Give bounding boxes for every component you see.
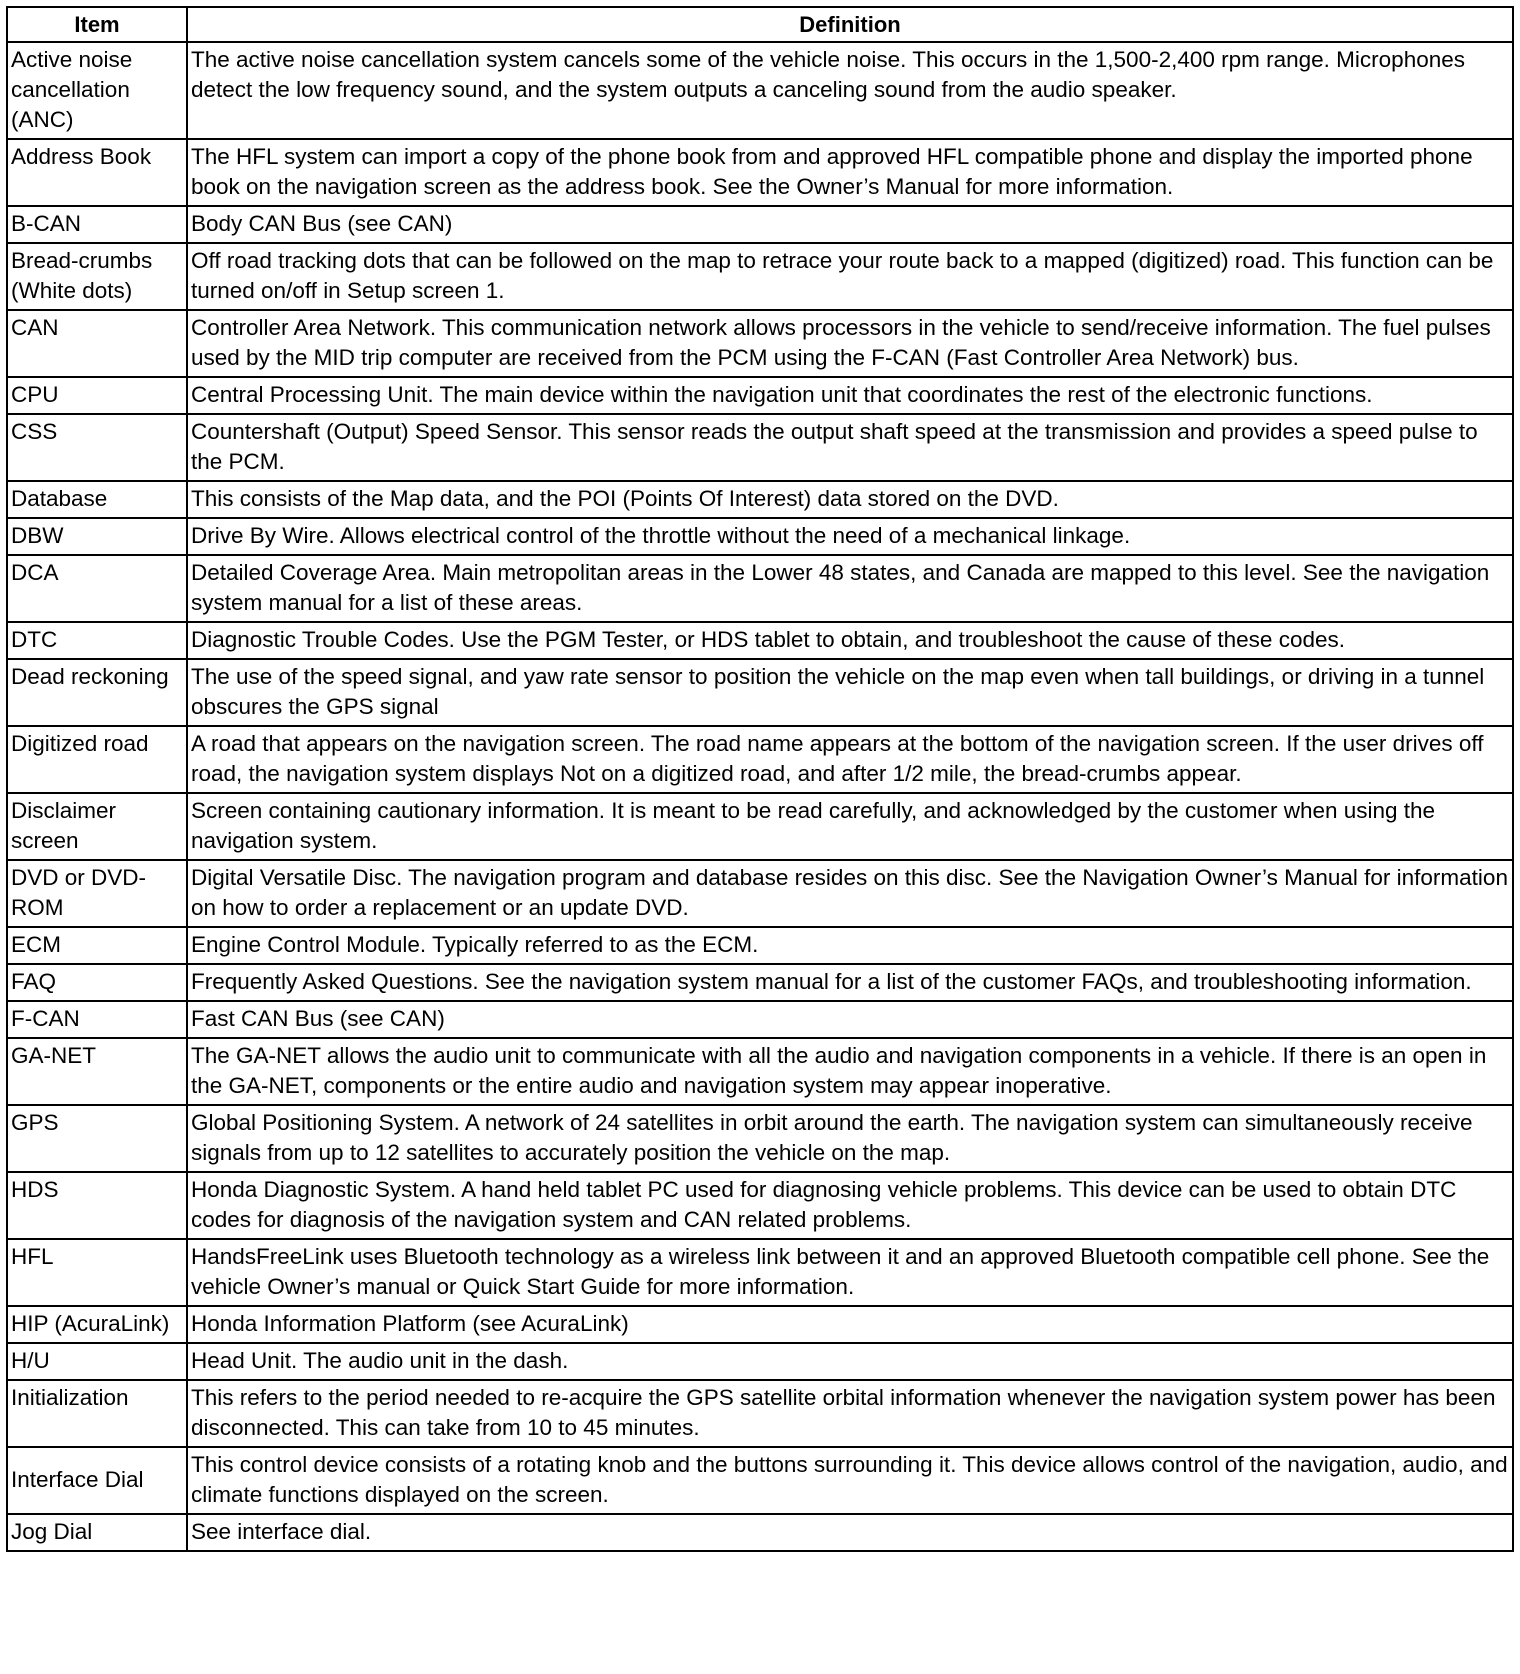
term-cell: Database xyxy=(7,481,187,518)
table-row xyxy=(7,1447,1513,1514)
definition-cell: Screen containing cautionary information. It is meant to be read carefully, and acknowledged by the customer when using the navigation system. xyxy=(187,793,1513,860)
table-row xyxy=(7,1514,1513,1551)
definition-cell: See interface dial. xyxy=(187,1514,1513,1551)
definition-cell: The use of the speed signal, and yaw rate sensor to position the vehicle on the map even when tall buildings, or driving in a tunnel obscures the GPS signal xyxy=(187,659,1513,726)
table-row xyxy=(7,622,1513,659)
definition-cell: The active noise cancellation system cancels some of the vehicle noise. This occurs in the 1,500-2,400 rpm range. Microphones detect the low frequency sound, and the system outputs a canceling sound from the audio speaker. xyxy=(187,42,1513,139)
definition-cell: Countershaft (Output) Speed Sensor. This sensor reads the output shaft speed at the transmission and provides a speed pulse to the PCM. xyxy=(187,414,1513,481)
term-cell: H/U xyxy=(7,1343,187,1380)
table-row xyxy=(7,414,1513,481)
term-cell: CAN xyxy=(7,310,187,377)
term-cell: F-CAN xyxy=(7,1001,187,1038)
definition-cell: Honda Diagnostic System. A hand held tablet PC used for diagnosing vehicle problems. This device can be used to obtain DTC codes for diagnosis of the navigation system and CAN related problems. xyxy=(187,1172,1513,1239)
glossary-table xyxy=(6,6,1514,1552)
table-row xyxy=(7,793,1513,860)
definition-cell: The HFL system can import a copy of the phone book from and approved HFL compatible phone and display the imported phone book on the navigation screen as the address book. See the Owner’s Manual for more information. xyxy=(187,139,1513,206)
header-row xyxy=(7,7,1513,42)
table-row xyxy=(7,964,1513,1001)
term-cell: Address Book xyxy=(7,139,187,206)
table-row xyxy=(7,1038,1513,1105)
term-cell: HDS xyxy=(7,1172,187,1239)
table-row xyxy=(7,860,1513,927)
term-cell: CSS xyxy=(7,414,187,481)
term-cell: Interface Dial xyxy=(7,1447,187,1514)
table-row xyxy=(7,726,1513,793)
table-row xyxy=(7,1105,1513,1172)
term-cell: Initialization xyxy=(7,1380,187,1447)
term-cell: DVD or DVD-ROM xyxy=(7,860,187,927)
term-cell: ECM xyxy=(7,927,187,964)
term-cell: Active noise cancellation (ANC) xyxy=(7,42,187,139)
column-header-definition: Definition xyxy=(187,7,1513,42)
glossary-body xyxy=(7,42,1513,1551)
term-cell: DBW xyxy=(7,518,187,555)
definition-cell: Frequently Asked Questions. See the navigation system manual for a list of the customer FAQs, and troubleshooting information. xyxy=(187,964,1513,1001)
definition-cell: Diagnostic Trouble Codes. Use the PGM Tester, or HDS tablet to obtain, and troubleshoot the cause of these codes. xyxy=(187,622,1513,659)
table-row xyxy=(7,377,1513,414)
table-row xyxy=(7,1172,1513,1239)
term-cell: GA-NET xyxy=(7,1038,187,1105)
table-row xyxy=(7,518,1513,555)
definition-cell: Central Processing Unit. The main device within the navigation unit that coordinates the rest of the electronic functions. xyxy=(187,377,1513,414)
term-cell: Dead reckoning xyxy=(7,659,187,726)
term-cell: FAQ xyxy=(7,964,187,1001)
definition-cell: Body CAN Bus (see CAN) xyxy=(187,206,1513,243)
term-cell: HIP (AcuraLink) xyxy=(7,1306,187,1343)
table-row xyxy=(7,42,1513,139)
column-header-item: Item xyxy=(7,7,187,42)
definition-cell: Off road tracking dots that can be followed on the map to retrace your route back to a mapped (digitized) road. This function can be turned on/off in Setup screen 1. xyxy=(187,243,1513,310)
term-cell: HFL xyxy=(7,1239,187,1306)
table-row xyxy=(7,1380,1513,1447)
table-row xyxy=(7,206,1513,243)
table-row xyxy=(7,1239,1513,1306)
table-row xyxy=(7,659,1513,726)
definition-cell: This control device consists of a rotating knob and the buttons surrounding it. This device allows control of the navigation, audio, and climate functions displayed on the screen. xyxy=(187,1447,1513,1514)
definition-cell: Drive By Wire. Allows electrical control of the throttle without the need of a mechanical linkage. xyxy=(187,518,1513,555)
term-cell: DCA xyxy=(7,555,187,622)
definition-cell: HandsFreeLink uses Bluetooth technology as a wireless link between it and an approved Bluetooth compatible cell phone. See the vehicle Owner’s manual or Quick Start Guide for more information. xyxy=(187,1239,1513,1306)
definition-cell: Fast CAN Bus (see CAN) xyxy=(187,1001,1513,1038)
term-cell: Disclaimer screen xyxy=(7,793,187,860)
definition-cell: Honda Information Platform (see AcuraLink) xyxy=(187,1306,1513,1343)
term-cell: Digitized road xyxy=(7,726,187,793)
table-row xyxy=(7,1001,1513,1038)
definition-cell: Digital Versatile Disc. The navigation program and database resides on this disc. See the Navigation Owner’s Manual for information on how to order a replacement or an update DVD. xyxy=(187,860,1513,927)
definition-cell: The GA-NET allows the audio unit to communicate with all the audio and navigation components in a vehicle. If there is an open in the GA-NET, components or the entire audio and navigation system may appear inoperative. xyxy=(187,1038,1513,1105)
term-cell: Bread-crumbs (White dots) xyxy=(7,243,187,310)
definition-cell: Detailed Coverage Area. Main metropolitan areas in the Lower 48 states, and Canada are mapped to this level. See the navigation system manual for a list of these areas. xyxy=(187,555,1513,622)
term-cell: DTC xyxy=(7,622,187,659)
table-row xyxy=(7,310,1513,377)
table-row xyxy=(7,555,1513,622)
definition-cell: Global Positioning System. A network of 24 satellites in orbit around the earth. The navigation system can simultaneously receive signals from up to 12 satellites to accurately position the vehicle on the map. xyxy=(187,1105,1513,1172)
table-row xyxy=(7,1306,1513,1343)
term-cell: GPS xyxy=(7,1105,187,1172)
definition-cell: Engine Control Module. Typically referred to as the ECM. xyxy=(187,927,1513,964)
table-row xyxy=(7,927,1513,964)
definition-cell: A road that appears on the navigation screen. The road name appears at the bottom of the navigation screen. If the user drives off road, the navigation system displays Not on a digitized road, and after 1/2 mile, the bread-crumbs appear. xyxy=(187,726,1513,793)
definition-cell: This refers to the period needed to re-acquire the GPS satellite orbital information whenever the navigation system power has been disconnected. This can take from 10 to 45 minutes. xyxy=(187,1380,1513,1447)
table-row xyxy=(7,481,1513,518)
table-row xyxy=(7,139,1513,206)
table-row xyxy=(7,1343,1513,1380)
definition-cell: This consists of the Map data, and the POI (Points Of Interest) data stored on the DVD. xyxy=(187,481,1513,518)
table-row xyxy=(7,243,1513,310)
term-cell: B-CAN xyxy=(7,206,187,243)
definition-cell: Head Unit. The audio unit in the dash. xyxy=(187,1343,1513,1380)
definition-cell: Controller Area Network. This communication network allows processors in the vehicle to send/receive information. The fuel pulses used by the MID trip computer are received from the PCM using the F-CAN (Fast Controller Area Network) bus. xyxy=(187,310,1513,377)
term-cell: CPU xyxy=(7,377,187,414)
term-cell: Jog Dial xyxy=(7,1514,187,1551)
